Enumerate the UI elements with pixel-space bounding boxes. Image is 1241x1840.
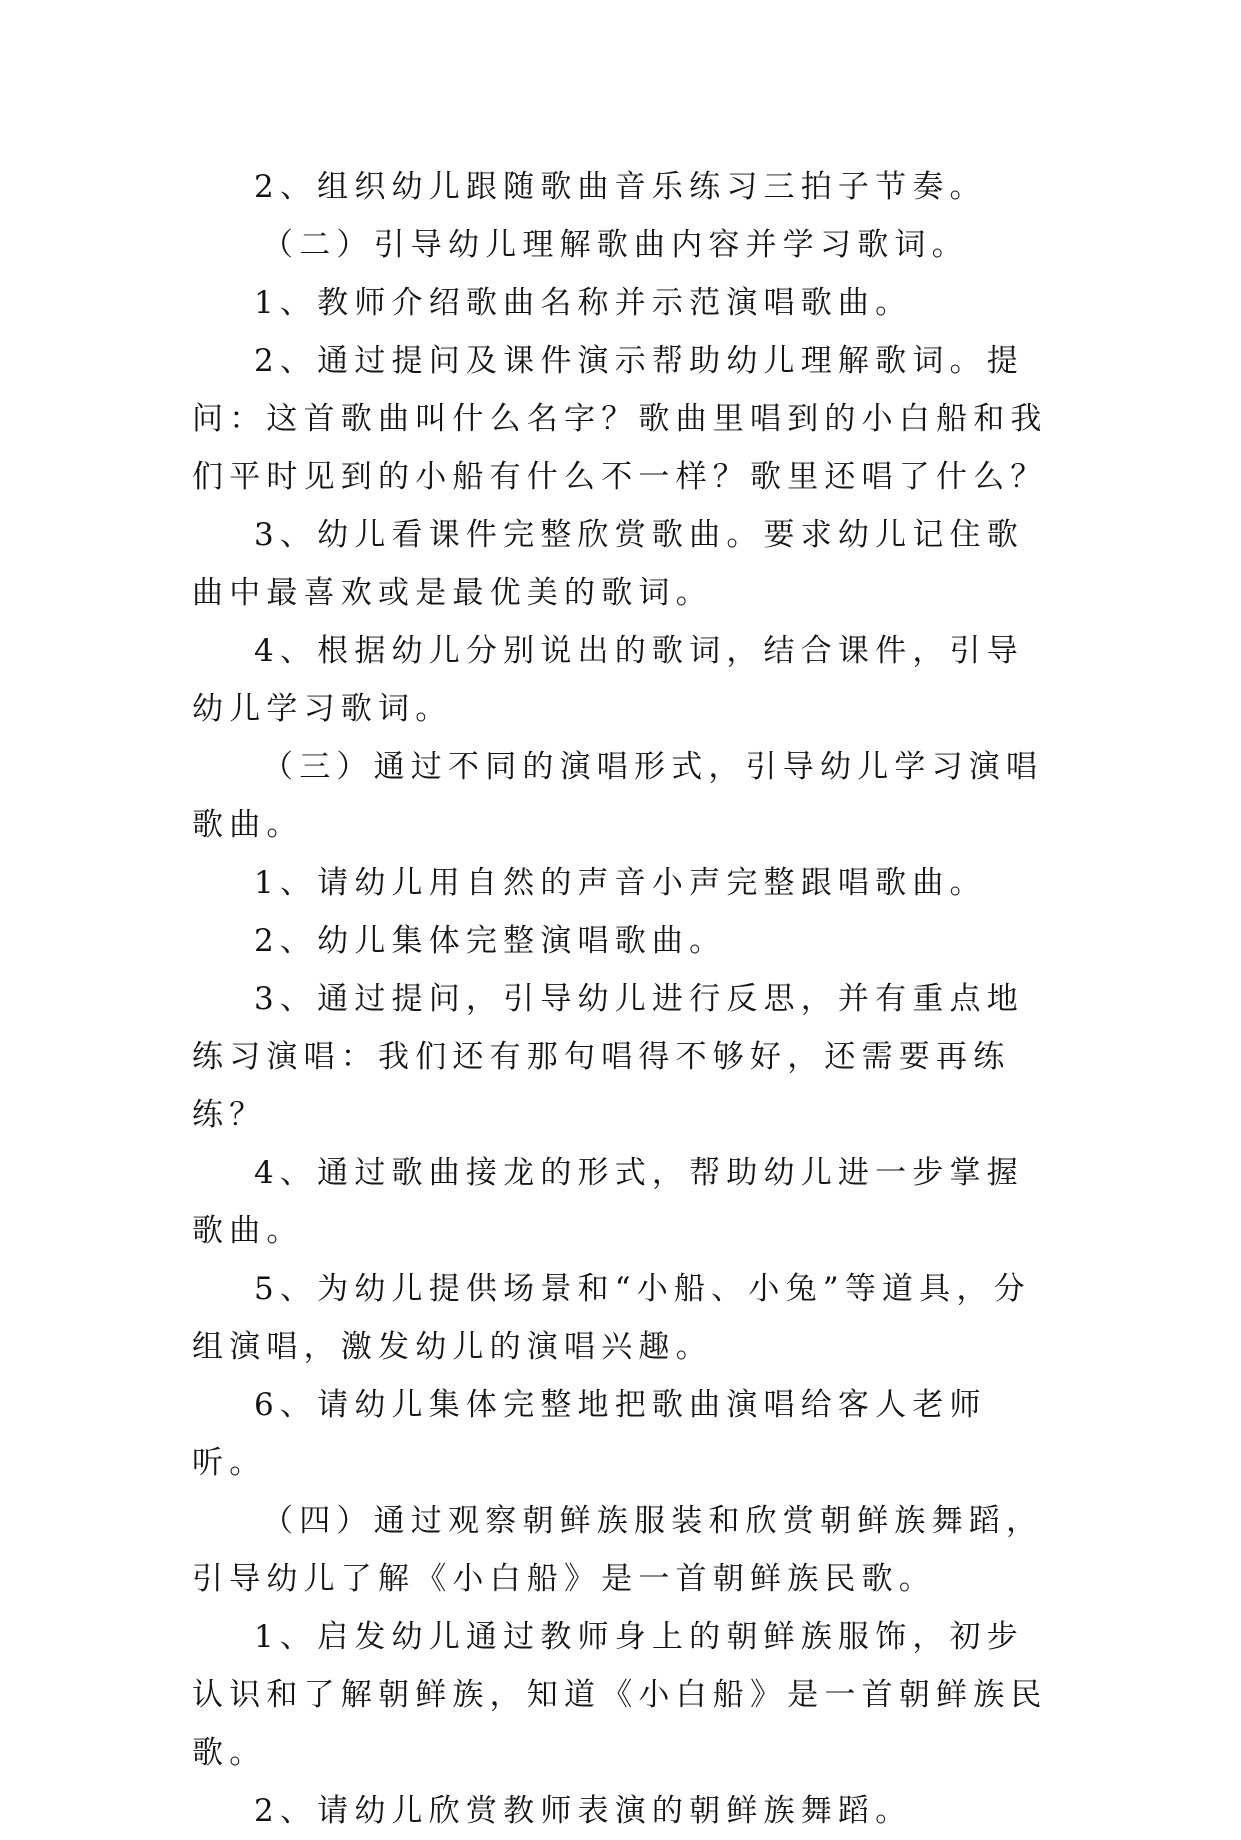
- section-heading-3: （三）通过不同的演唱形式，引导幼儿学习演唱歌曲。: [192, 749, 1044, 843]
- paragraph-3-1: 1、请幼儿用自然的声音小声完整跟唱歌曲。: [254, 865, 987, 901]
- paragraph-3-4: 4、通过歌曲接龙的形式，帮助幼儿进一步掌握歌曲。: [192, 1155, 1024, 1249]
- paragraph-3-2: 2、幼儿集体完整演唱歌曲。: [254, 923, 727, 959]
- document-page: [192, 158, 1052, 1840]
- section-heading-2: （二）引导幼儿理解歌曲内容并学习歌词。: [262, 227, 969, 263]
- section-heading-4: （四）通过观察朝鲜族服装和欣赏朝鲜族舞蹈，引导幼儿了解《小白船》是一首朝鲜族民歌。: [192, 1503, 1044, 1597]
- paragraph-3-3: 3、通过提问，引导幼儿进行反思，并有重点地练习演唱：我们还有那句唱得不够好，还需要再练练？: [192, 981, 1024, 1133]
- paragraph-3-6: 6、请幼儿集体完整地把歌曲演唱给客人老师听。: [192, 1387, 987, 1481]
- paragraph-2-1: 1、教师介绍歌曲名称并示范演唱歌曲。: [254, 285, 913, 321]
- paragraph-4-1: 1、启发幼儿通过教师身上的朝鲜族服饰，初步认识和了解朝鲜族，知道《小白船》是一首朝鲜族民歌。: [192, 1619, 1048, 1771]
- paragraph-4-2: 2、请幼儿欣赏教师表演的朝鲜族舞蹈。: [254, 1793, 913, 1829]
- paragraph-2-3: 3、幼儿看课件完整欣赏歌曲。要求幼儿记住歌曲中最喜欢或是最优美的歌词。: [192, 517, 1024, 611]
- paragraph-3-5: 5、为幼儿提供场景和“小船、小兔”等道具，分组演唱，激发幼儿的演唱兴趣。: [192, 1271, 1031, 1365]
- paragraph-2-4: 4、根据幼儿分别说出的歌词，结合课件，引导幼儿学习歌词。: [192, 633, 1024, 727]
- paragraph-1: 2、组织幼儿跟随歌曲音乐练习三拍子节奏。: [254, 169, 987, 205]
- paragraph-2-2: 2、通过提问及课件演示帮助幼儿理解歌词。提问：这首歌曲叫什么名字？歌曲里唱到的小白船和我们平时见到的小船有什么不一样？歌里还唱了什么？: [192, 343, 1048, 495]
